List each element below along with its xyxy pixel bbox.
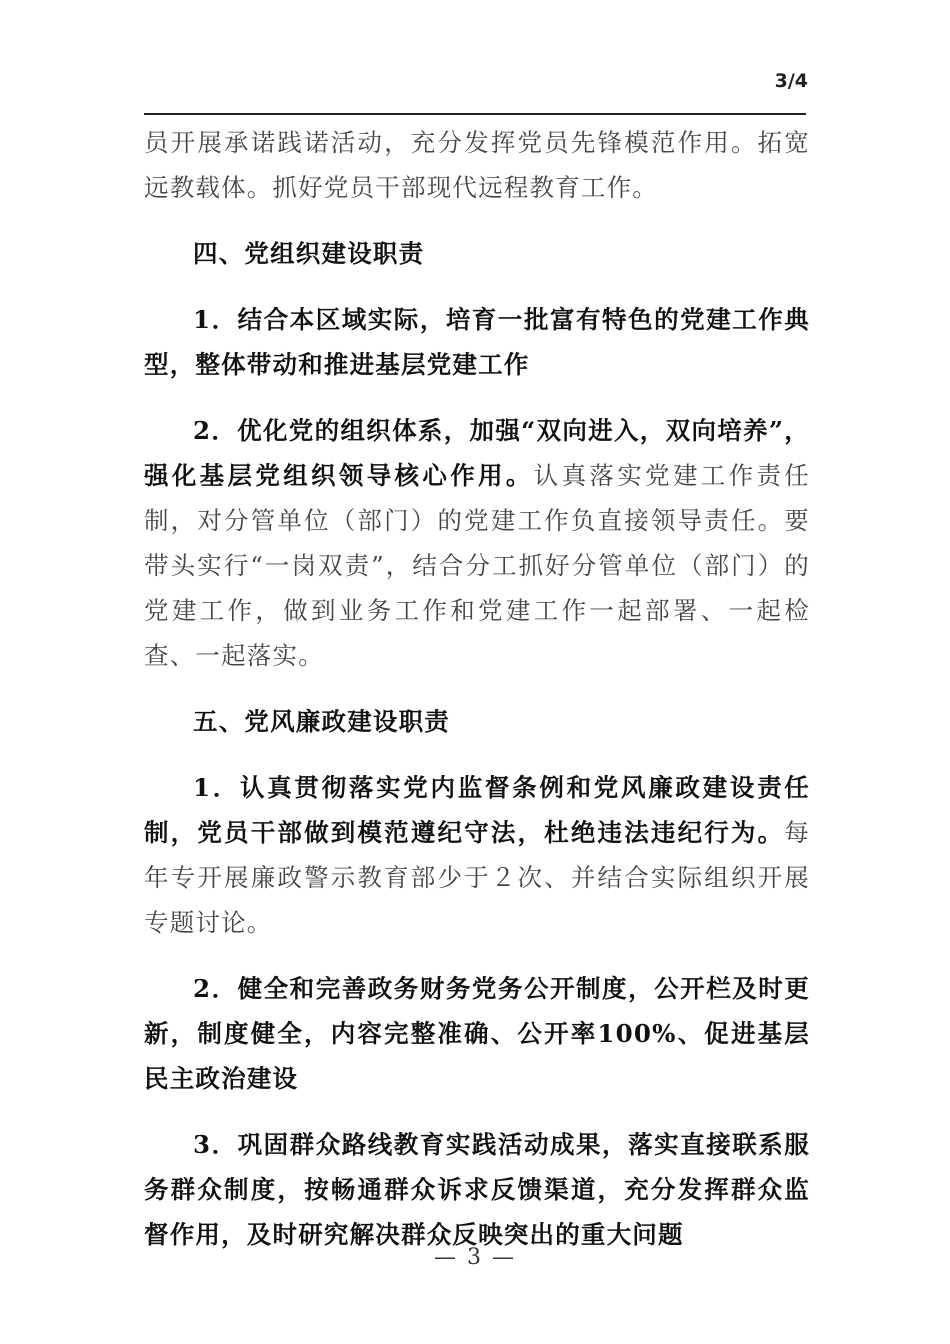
page-number-footer: — 3 — (434, 1245, 516, 1270)
section5-item-1-body: 每年专开展廉政警示教育部少于２次、并结合实际组织开展专题讨论。 (144, 818, 810, 937)
section-heading-5: 五、党风廉政建设职责 (193, 707, 450, 736)
paragraph-continued: 员开展承诺践诺活动，充分发挥党员先锋模范作用。拓宽远教载体。抓好党员干部现代远程教育工作。 (144, 128, 810, 202)
section5-item-3: 3．巩固群众路线教育实践活动成果，落实直接联系服务群众制度，按畅通群众诉求反馈渠道，充分发挥群众监督作用，及时研究解决群众反映突出的重大问题 (144, 1130, 810, 1249)
section4-item-1: 1．结合本区域实际，培育一批富有特色的党建工作典型，整体带动和推进基层党建工作 (144, 305, 810, 379)
header-divider (144, 113, 806, 115)
section4-item-2-lead: 2．优化党的组织体系，加强“双向进入，双向培养”，强化基层党组织领导核心作用。 (144, 416, 810, 490)
document-body (144, 120, 810, 1257)
section5-item-1 (144, 765, 810, 945)
section5-item-1-lead: 1．认真贯彻落实党内监督条例和党风廉政建设责任制，党员干部做到模范遵纪守法，杜绝违法违纪行为。 (144, 773, 810, 847)
page-counter: 3/4 (774, 70, 808, 92)
section4-item-2 (144, 408, 810, 678)
section4-item-2-body: 认真落实党建工作责任制，对分管单位（部门）的党建工作负直接领导责任。要带头实行“一岗双责”，结合分工抓好分管单位（部门）的党建工作，做到业务工作和党建工作一起部署、一起检查、一起落实。 (144, 461, 810, 670)
section5-item-2: 2．健全和完善政务财务党务公开制度，公开栏及时更新，制度健全，内容完整准确、公开率100%、促进基层民主政治建设 (144, 974, 810, 1093)
section-heading-4: 四、党组织建设职责 (193, 239, 425, 268)
